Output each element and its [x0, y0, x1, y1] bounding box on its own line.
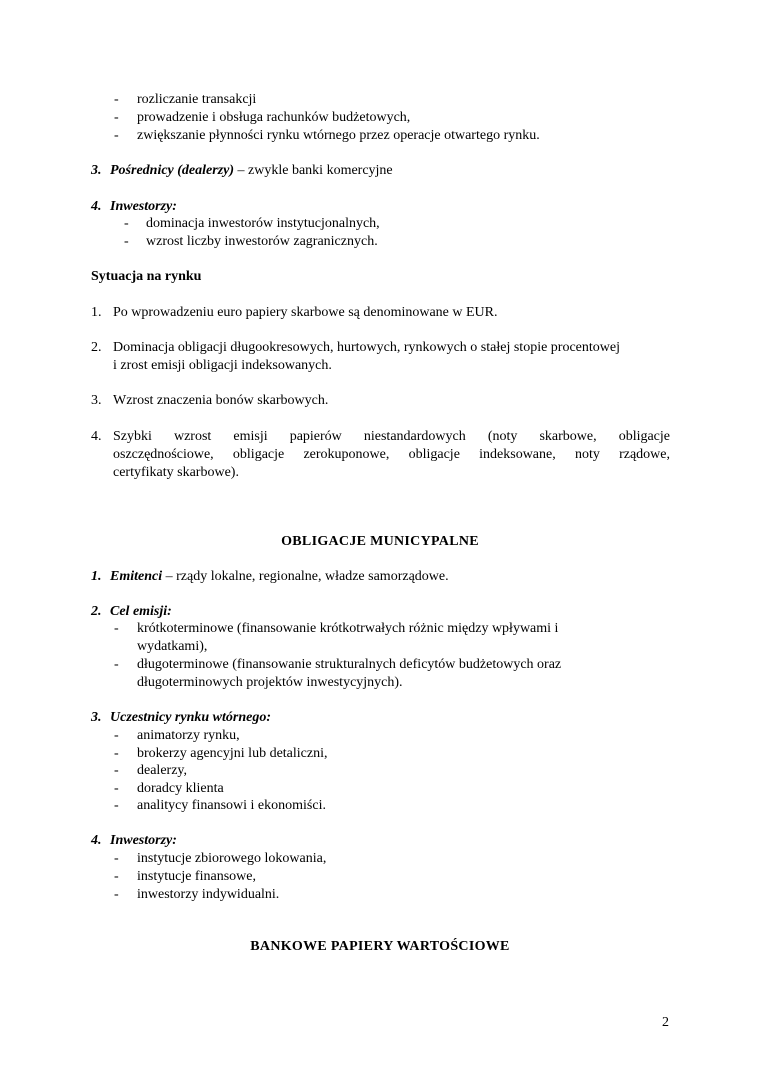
list-item: inwestorzy indywidualni.	[137, 887, 280, 902]
list-item: dealerzy,	[137, 763, 187, 778]
section-number: 3.	[91, 163, 102, 178]
bullet-dash: -	[114, 621, 119, 636]
bullet-dash: -	[124, 216, 129, 231]
bullet-dash: -	[124, 234, 129, 249]
bullet-dash: -	[114, 763, 119, 778]
list-item: dominacja inwestorów instytucjonalnych,	[146, 216, 380, 231]
list-item: instytucje finansowe,	[137, 869, 256, 884]
list-item: analitycy finansowi i ekonomiści.	[137, 798, 326, 813]
list-item: doradcy klienta	[137, 781, 224, 796]
section-number: 2.	[91, 604, 102, 619]
bullet-dash: -	[114, 851, 119, 866]
inwestorzy-label: Inwestorzy:	[110, 833, 177, 848]
sytuacja-heading: Sytuacja na rynku	[91, 269, 202, 284]
posrednicy-label: Pośrednicy (dealerzy)	[110, 163, 235, 178]
list-item: wydatkami),	[137, 639, 208, 654]
list-item: długoterminowe (finansowanie strukturalnych deficytów budżetowych oraz	[137, 657, 562, 672]
posrednicy-text: – zwykle banki komercyjne	[234, 163, 393, 178]
emitenci-line	[110, 568, 449, 586]
bankowe-heading: BANKOWE PAPIERY WARTOŚCIOWE	[250, 939, 510, 954]
list-item: długoterminowych projektów inwestycyjnych).	[137, 675, 403, 690]
bullet-dash: -	[114, 728, 119, 743]
numbered-item-line: Po wprowadzeniu euro papiery skarbowe są denominowane w EUR.	[113, 305, 498, 320]
bullet-dash: -	[114, 657, 119, 672]
list-item: brokerzy agencyjni lub detaliczni,	[137, 746, 328, 761]
section-number: 3.	[91, 710, 102, 725]
bullet-dash: -	[114, 128, 119, 143]
numbered-item-line: i zrost emisji obligacji indeksowanych.	[113, 358, 332, 373]
numbered-item-line: oszczędnościowe, obligacje zerokuponowe, obligacje indeksowane, noty rządowe,	[113, 447, 670, 462]
bullet-dash: -	[114, 110, 119, 125]
bullet-dash: -	[114, 887, 119, 902]
list-item: wzrost liczby inwestorów zagranicznych.	[146, 234, 378, 249]
section-number: 4.	[91, 833, 102, 848]
posrednicy-line	[110, 162, 393, 180]
list-item: instytucje zbiorowego lokowania,	[137, 851, 327, 866]
bullet-dash: -	[114, 92, 119, 107]
item-number: 4.	[91, 429, 102, 444]
bullet-dash: -	[114, 781, 119, 796]
numbered-item-line: Dominacja obligacji długookresowych, hurtowych, rynkowych o stałej stopie procentowej	[113, 340, 620, 355]
bullet-dash: -	[114, 869, 119, 884]
numbered-item-line: certyfikaty skarbowe).	[113, 465, 239, 480]
bullet-dash: -	[114, 746, 119, 761]
list-item: rozliczanie transakcji	[137, 92, 257, 107]
emitenci-label: Emitenci	[110, 569, 163, 584]
item-number: 3.	[91, 393, 102, 408]
bullet-dash: -	[114, 798, 119, 813]
item-number: 2.	[91, 340, 102, 355]
inwestorzy-label: Inwestorzy:	[110, 199, 177, 214]
list-item: prowadzenie i obsługa rachunków budżetowych,	[137, 110, 411, 125]
numbered-item-line: Wzrost znaczenia bonów skarbowych.	[113, 393, 329, 408]
emitenci-text: – rządy lokalne, regionalne, władze samorządowe.	[162, 569, 449, 584]
cel-emisji-label: Cel emisji:	[110, 604, 172, 619]
numbered-item-line: Szybki wzrost emisji papierów niestandardowych (noty skarbowe, obligacje	[113, 429, 670, 444]
section-number: 4.	[91, 199, 102, 214]
list-item: zwiększanie płynności rynku wtórnego przez operacje otwartego rynku.	[137, 128, 540, 143]
item-number: 1.	[91, 305, 102, 320]
municypalne-heading: OBLIGACJE MUNICYPALNE	[281, 534, 479, 549]
uczestnicy-label: Uczestnicy rynku wtórnego:	[110, 710, 271, 725]
list-item: krótkoterminowe (finansowanie krótkotrwałych różnic między wpływami i	[137, 621, 559, 636]
section-number: 1.	[91, 569, 102, 584]
list-item: animatorzy rynku,	[137, 728, 240, 743]
page-number: 2	[662, 1015, 669, 1030]
